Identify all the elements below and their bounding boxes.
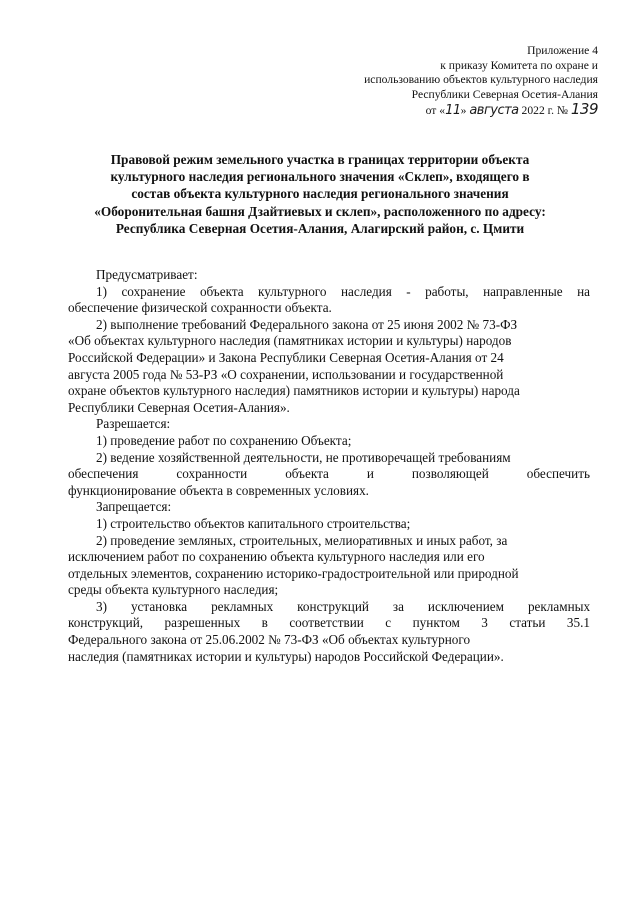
- title-line: Правовой режим земельного участка в границах территории объекта: [110, 152, 530, 167]
- date-year: 2022 г. №: [518, 104, 571, 118]
- appendix-committee: использованию объектов культурного наследия: [364, 73, 598, 87]
- forbidden-2-line: среды объекта культурного наследия;: [68, 582, 279, 598]
- handwritten-day: 11: [445, 103, 461, 119]
- allowed-heading: Разрешается:: [96, 416, 171, 432]
- appendix-number: Приложение 4: [527, 44, 598, 57]
- allowed-2-line: 2) ведение хозяйственной деятельности, не противоречащей требованиям: [96, 449, 511, 465]
- appendix-order-ref: к приказу Комитета по охране и: [440, 58, 598, 72]
- forbidden-3-line: конструкций, разрешенных в соответствии с пунктом 3 статьи 35.1: [68, 615, 590, 631]
- provision-2-line: 2) выполнение требований Федерального закона от 25 июня 2002 № 73-ФЗ: [96, 316, 518, 332]
- forbidden-2-line: 2) проведение земляных, строительных, мелиоративных и иных работ, за: [96, 532, 508, 548]
- document-body: [68, 267, 591, 665]
- provision-2-line: «Об объектах культурного наследия (памятниках истории и культуры) народов: [68, 333, 512, 349]
- appendix-header: [278, 44, 598, 119]
- provision-2-line: августа 2005 года № 53-РЗ «О сохранении, использовании и государственной: [68, 366, 504, 382]
- allowed-2-line: функционирование объекта в современных условиях.: [68, 482, 369, 498]
- title-line: Республика Северная Осетия-Алания, Алагирский район, с. Цмити: [115, 220, 525, 236]
- forbidden-2-line: отдельных элементов, сохранению историко-градостроительной или природной: [68, 565, 519, 581]
- date-mid: »: [460, 104, 470, 118]
- forbidden-heading: Запрещается:: [96, 499, 172, 515]
- provides-heading: Предусматривает:: [96, 267, 198, 282]
- date-prefix: от «: [425, 104, 446, 118]
- forbidden-3-line: наследия (памятниках истории и культуры) народов Российской Федерации».: [68, 648, 504, 664]
- handwritten-month: августа: [469, 103, 519, 119]
- forbidden-2-line: исключением работ по сохранению объекта культурного наследия или его: [68, 549, 485, 565]
- provision-2-line: Российской Федерации» и Закона Республики Северная Осетия-Алания от 24: [68, 349, 504, 365]
- appendix-date-line: [278, 102, 598, 119]
- provision-1-line: 1) сохранение объекта культурного наследия - работы, направленные на: [96, 283, 590, 299]
- document-title: [60, 151, 580, 237]
- provision-2-line: Республики Северная Осетия-Алания».: [68, 399, 290, 415]
- appendix-republic: Республики Северная Осетия-Алания: [411, 87, 598, 101]
- forbidden-3-line: 3) установка рекламных конструкций за исключением рекламных: [96, 598, 591, 614]
- title-line: состав объекта культурного наследия регионального значения: [131, 186, 509, 202]
- forbidden-1: 1) строительство объектов капитального строительства;: [96, 515, 411, 531]
- handwritten-number: 139: [570, 100, 598, 119]
- title-line: «Оборонительная башня Дзайтиевых и склеп», расположенного по адресу:: [94, 203, 546, 219]
- provision-1-line: обеспечение физической сохранности объекта.: [68, 300, 332, 316]
- title-line: культурного наследия регионального значения «Склеп», входящего в: [110, 169, 530, 185]
- allowed-1: 1) проведение работ по сохранению Объекта;: [96, 432, 352, 448]
- provision-2-line: охране объектов культурного наследия) памятников истории и культуры) народа: [68, 383, 520, 399]
- forbidden-3-line: Федерального закона от 25.06.2002 № 73-ФЗ «Об объектах культурного: [68, 632, 471, 648]
- allowed-2-line: обеспечения сохранности объекта и позволяющей обеспечить: [68, 466, 590, 482]
